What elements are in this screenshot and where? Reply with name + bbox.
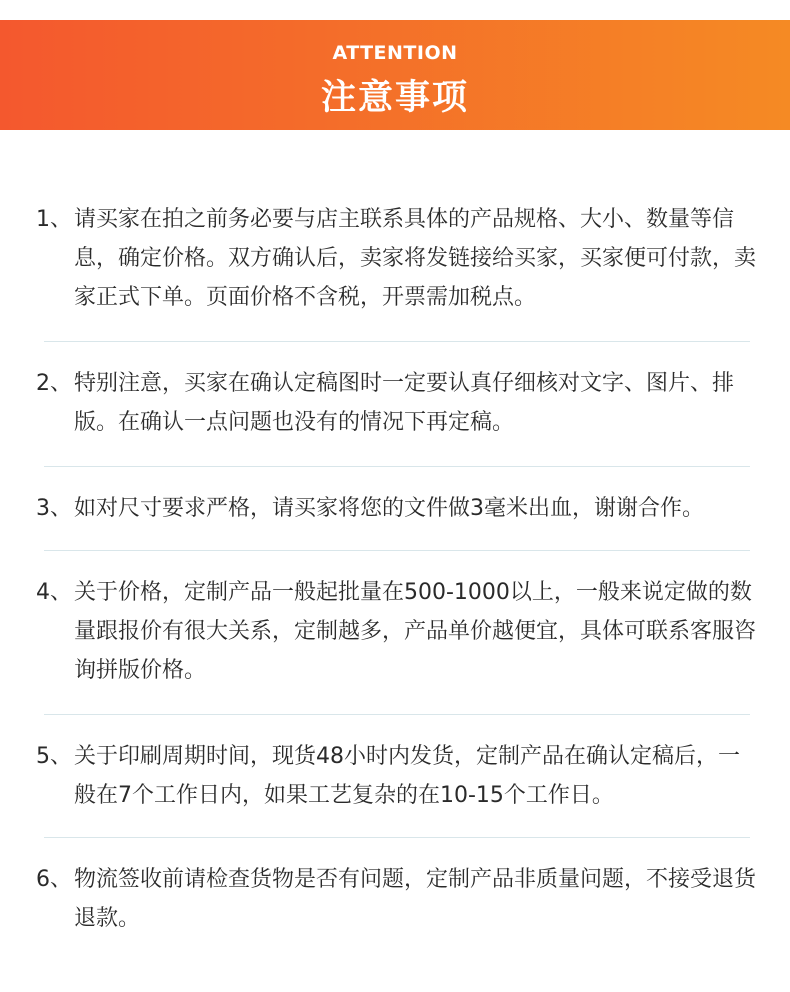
divider	[44, 466, 750, 467]
divider	[44, 550, 750, 551]
banner-title-cn: 注意事项	[320, 78, 469, 118]
note-number: 4、	[36, 580, 72, 605]
note-text: 请买家在拍之前务必要与店主联系具体的产品规格、大小、数量等信息，确定价格。双方确认后，卖家将发链接给买家，买家便可付款，卖家正式下单。页面价格不含税，开票需加税点。	[74, 207, 757, 310]
note-item-1	[0, 200, 790, 317]
note-item-6	[0, 860, 790, 938]
note-number: 2、	[36, 371, 72, 396]
note-number: 3、	[36, 496, 72, 521]
note-item-5	[0, 737, 790, 815]
note-text: 关于印刷周期时间，现货48小时内发货，定制产品在确认定稿后，一般在7个工作日内，如果工艺复杂的在10-15个工作日。	[74, 744, 740, 808]
divider	[44, 837, 750, 838]
note-item-2	[0, 364, 790, 442]
note-text: 特别注意，买家在确认定稿图时一定要认真仔细核对文字、图片、排版。在确认一点问题也没有的情况下再定稿。	[74, 371, 735, 435]
note-text: 如对尺寸要求严格，请买家将您的文件做3毫米出血，谢谢合作。	[74, 496, 704, 521]
banner-title-en: ATTENTION	[332, 42, 458, 64]
divider	[44, 341, 750, 342]
notes-list	[0, 200, 790, 938]
note-number: 1、	[36, 207, 72, 232]
note-number: 6、	[36, 867, 72, 892]
note-text: 物流签收前请检查货物是否有问题，定制产品非质量问题，不接受退货退款。	[74, 867, 757, 931]
note-text: 关于价格，定制产品一般起批量在500-1000以上，一般来说定做的数量跟报价有很大关系，定制越多，产品单价越便宜，具体可联系客服咨询拼版价格。	[74, 580, 757, 683]
note-number: 5、	[36, 744, 72, 769]
note-item-4	[0, 573, 790, 690]
attention-banner	[0, 20, 790, 130]
divider	[44, 714, 750, 715]
note-item-3	[0, 489, 790, 528]
